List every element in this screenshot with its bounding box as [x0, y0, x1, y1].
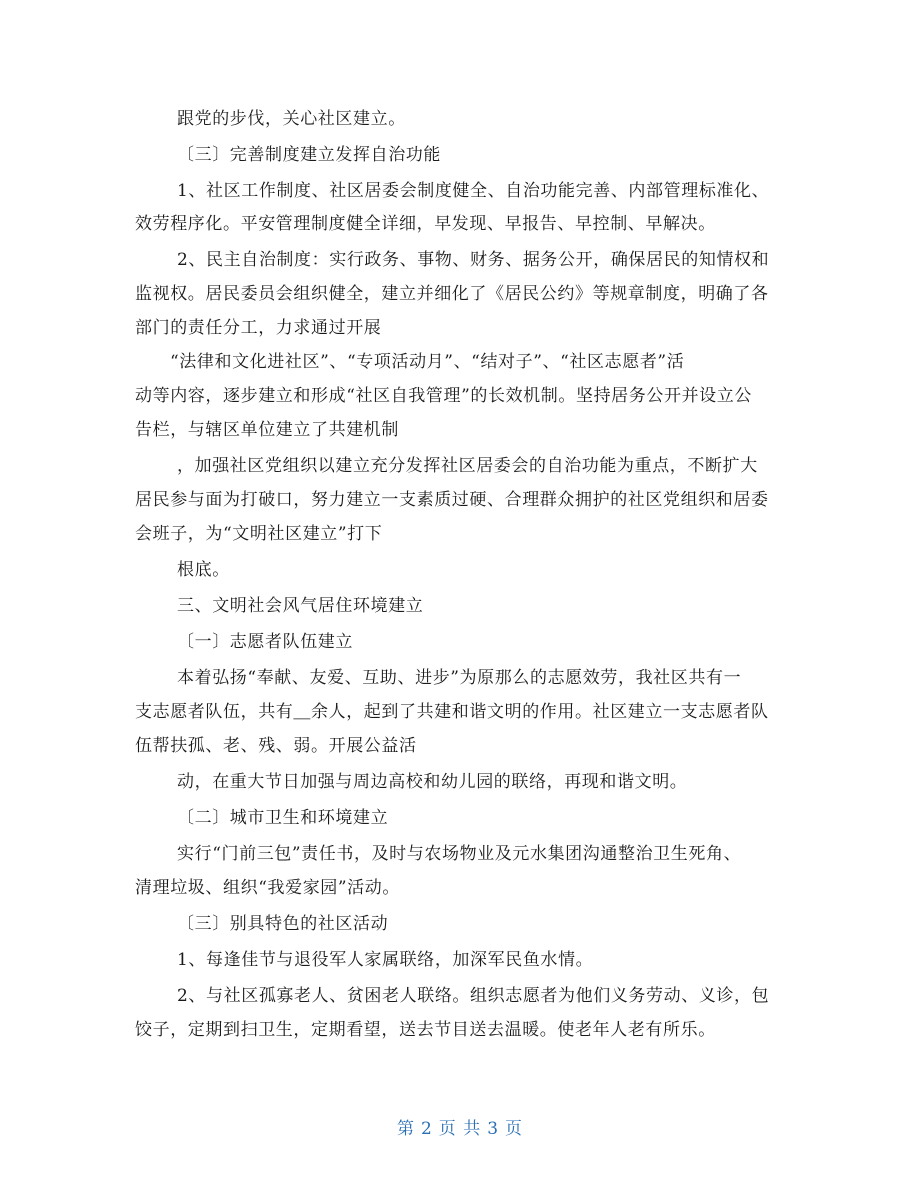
paragraph-line: 饺子，定期到扫卫生，定期看望，送去节目送去温暖。使老年人老有所乐。	[135, 1020, 716, 1040]
paragraph-line: 动等内容，逐步建立和形成“社区自我管理”的长效机制。坚持居务公开并设立公	[135, 386, 752, 406]
footer-total-pages: 3	[487, 1119, 500, 1139]
section-heading: 三、文明社会风气居住环境建立	[177, 596, 424, 616]
section-heading: 〔一〕志愿者队伍建立	[177, 632, 353, 652]
paragraph-line: 1、每逢佳节与退役军人家属联络，加深军民鱼水情。	[177, 950, 594, 970]
paragraph-line: 根底。	[177, 560, 230, 580]
section-heading: 〔二〕城市卫生和环境建立	[177, 808, 389, 828]
footer-mid: 页 共	[438, 1119, 482, 1139]
footer-suffix: 页	[505, 1119, 524, 1139]
paragraph-line: ，加强社区党组织以建立充分发挥社区居委会的自治功能为重点，不断扩大	[177, 456, 758, 476]
footer-page-number: 2	[420, 1119, 433, 1139]
paragraph-line: 动，在重大节日加强与周边高校和幼儿园的联络，再现和谐文明。	[177, 772, 688, 792]
footer-prefix: 第	[396, 1119, 415, 1139]
paragraph-line: 会班子，为“文明社区建立”打下	[135, 524, 383, 544]
section-heading: 〔三〕完善制度建立发挥自治功能	[177, 145, 441, 165]
paragraph-line: 监视权。居民委员会组织健全，建立并细化了《居民公约》等规章制度，明确了各	[135, 284, 769, 304]
paragraph-line: “法律和文化进社区”、“专项活动月”、“结对子”、“社区志愿者”活	[170, 352, 685, 372]
paragraph-line: 伍帮扶孤、老、残、弱。开展公益活	[135, 736, 417, 756]
paragraph-line: 2、民主自治制度：实行政务、事物、财务、据务公开，确保居民的知情权和	[177, 250, 770, 270]
paragraph-line: 本着弘扬“奉献、友爱、互助、进步”为原那么的志愿效劳，我社区共有一	[177, 668, 742, 688]
paragraph-line: 支志愿者队伍，共有＿余人，起到了共建和谐文明的作用。社区建立一支志愿者队	[135, 702, 769, 722]
paragraph-line: 部门的责任分工，力求通过开展	[135, 318, 382, 338]
page-footer	[0, 1114, 920, 1139]
paragraph-line: 2、与社区孤寡老人、贫困老人联络。组织志愿者为他们义务劳动、义诊，包	[177, 986, 770, 1006]
paragraph-line: 跟党的步伐，关心社区建立。	[177, 109, 406, 129]
paragraph-line: 实行“门前三包”责任书，及时与农场物业及元水集团沟通整治卫生死角、	[177, 844, 742, 864]
paragraph-line: 清理垃圾、组织“我爱家园”活动。	[135, 878, 400, 898]
paragraph-line: 告栏，与辖区单位建立了共建机制	[135, 420, 399, 440]
section-heading: 〔三〕别具特色的社区活动	[177, 914, 389, 934]
paragraph-line: 效劳程序化。平安管理制度健全详细，早发现、早报告、早控制、早解决。	[135, 214, 716, 234]
paragraph-line: 居民参与面为打破口，努力建立一支素质过硬、合理群众拥护的社区党组织和居委	[135, 490, 769, 510]
paragraph-line: 1、社区工作制度、社区居委会制度健全、自治功能完善、内部管理标准化、	[177, 181, 770, 201]
